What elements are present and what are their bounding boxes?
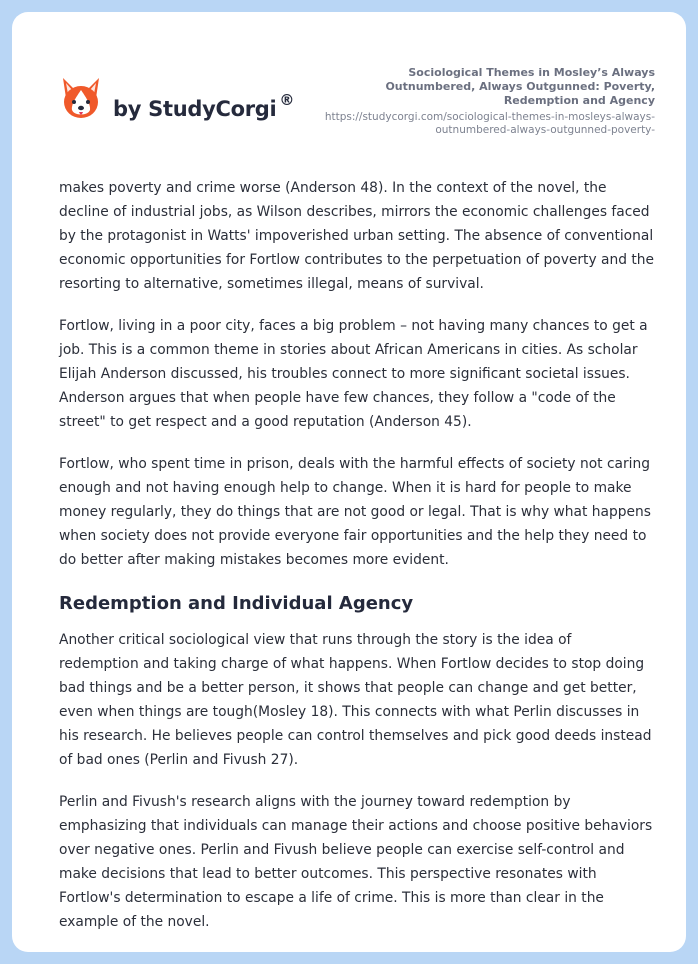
document-page — [12, 12, 686, 952]
studycorgi-logo[interactable] — [60, 76, 102, 122]
essay-body — [59, 176, 654, 952]
page-header — [12, 12, 686, 162]
document-title: Sociological Themes in Mosley’s Always Outnumbered, Always Outgunned: Poverty, Redemption and Agency — [385, 66, 655, 107]
body-paragraph: Perlin and Fivush's research aligns with the journey toward redemption by emphasizing that individuals can manage their actions and choose positive behaviors over negative ones. Perlin and Fivush believe people can exercise self-control and make decisions that lead to better outcomes. This perspective resonates with Fortlow's determination to escape a life of crime. This is more than clear in the example of the novel. — [59, 794, 653, 930]
body-paragraph: Another critical sociological view that runs through the story is the idea of redemption and taking charge of what happens. When Fortlow decides to stop doing bad things and be a better person, it shows that people can change and get better, even when things are tough(Mosley 18). This connects with what Perlin discusses in his research. He believes people can control themselves and pick good deeds instead of bad ones (Perlin and Fivush 27). — [59, 632, 652, 768]
document-url[interactable]: https://studycorgi.com/sociological-themes-in-mosleys-always-outnumbered-always-outgunned-poverty- — [324, 111, 655, 136]
brand-text: by StudyCorgi — [113, 97, 277, 121]
brand-name[interactable] — [113, 91, 295, 121]
corgi-logo-icon — [60, 76, 102, 122]
document-meta — [315, 66, 655, 137]
body-paragraph: makes poverty and crime worse (Anderson 48). In the context of the novel, the decline of industrial jobs, as Wilson describes, mirrors the economic challenges faced by the protagonist in Watts' impoverished urban setting. The absence of conventional economic opportunities for Fortlow contributes to the perpetuation of poverty and the resorting to alternative, sometimes illegal, means of survival. — [59, 180, 654, 292]
section-heading: Redemption and Individual Agency — [59, 593, 414, 614]
body-paragraph: Fortlow, living in a poor city, faces a big problem – not having many chances to get a job. This is a common theme in stories about African Americans in cities. As scholar Elijah Anderson discussed, his troubles connect to more significant societal issues. Anderson argues that when people have few chances, they follow a "code of the street" to get respect and a good reputation (Anderson 45). — [59, 318, 648, 430]
body-paragraph: Fortlow, who spent time in prison, deals with the harmful effects of society not caring enough and not having enough help to change. When it is hard for people to make money regularly, they do things that are not good or legal. That is why what happens when society does not provide everyone fair opportunities and the help they need to do better after making mistakes becomes more evident. — [59, 456, 651, 568]
registered-mark: ® — [279, 91, 295, 109]
